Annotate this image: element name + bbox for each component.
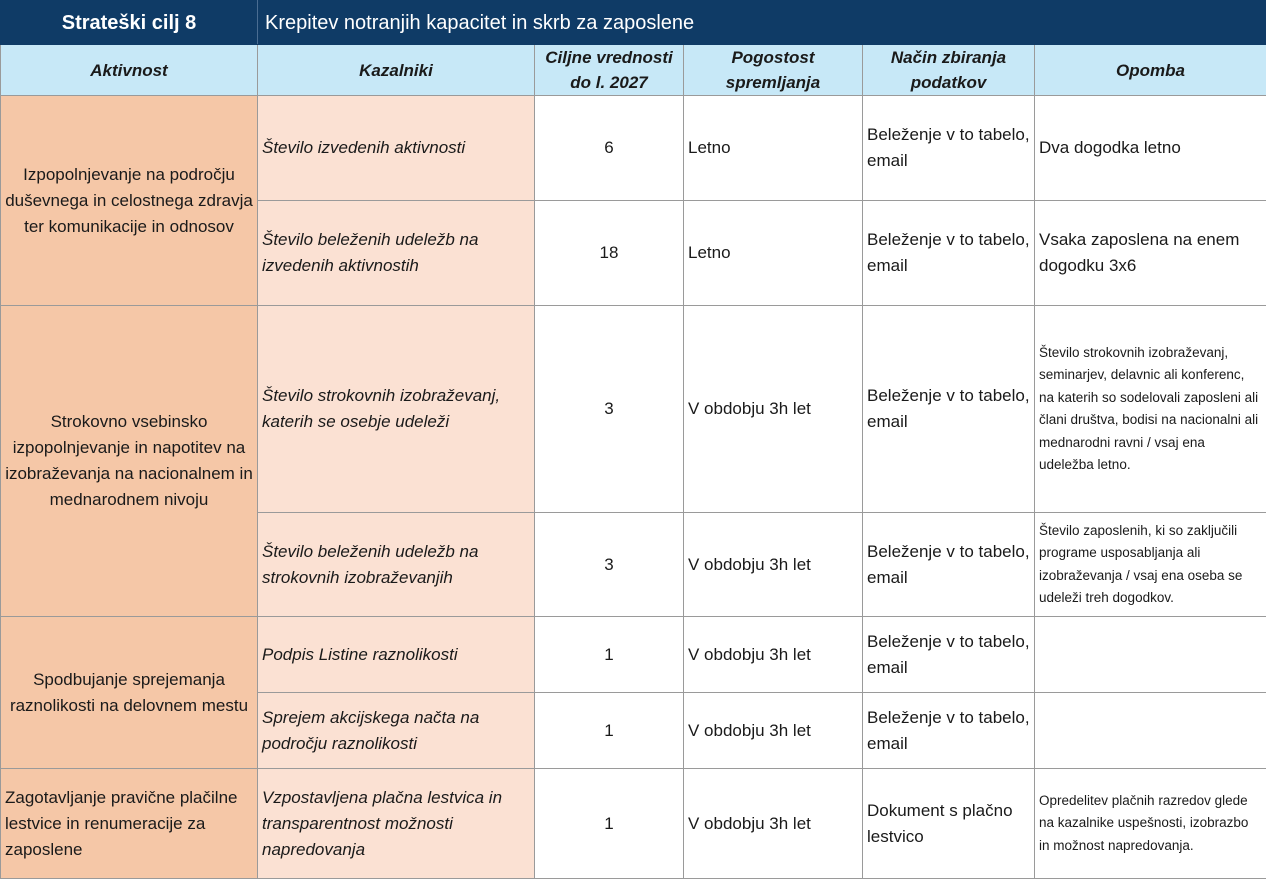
target-cell: 6 <box>535 96 684 201</box>
column-header-method: Način zbiranja podatkov <box>863 45 1035 96</box>
table-row <box>1 617 1266 693</box>
note-cell: Opredelitev plačnih razredov glede na kazalnike uspešnosti, izobrazbo in možnost napredovanja. <box>1035 769 1266 879</box>
note-cell: Število strokovnih izobraževanj, seminarjev, delavnic ali konferenc, na katerih so sodelovali zaposleni ali člani društva, bodisi na nacionalni ali mednarodni ravni / vsaj ena udeležba letno. <box>1035 306 1266 513</box>
goal-title: Krepitev notranjih kapacitet in skrb za zaposlene <box>258 1 1266 45</box>
column-header-target: Ciljne vrednosti do l. 2027 <box>535 45 684 96</box>
method-cell: Beleženje v to tabelo, email <box>863 306 1035 513</box>
frequency-cell: V obdobju 3h let <box>684 306 863 513</box>
target-cell: 1 <box>535 617 684 693</box>
frequency-cell: V obdobju 3h let <box>684 617 863 693</box>
note-cell: Vsaka zaposlena na enem dogodku 3x6 <box>1035 201 1266 306</box>
indicator-cell: Število beleženih udeležb na izvedenih aktivnostih <box>258 201 535 306</box>
activity-cell: Spodbujanje sprejemanja raznolikosti na delovnem mestu <box>1 617 258 769</box>
target-cell: 1 <box>535 693 684 769</box>
activity-cell: Izpopolnjevanje na področju duševnega in celostnega zdravja ter komunikacije in odnosov <box>1 96 258 306</box>
frequency-cell: Letno <box>684 201 863 306</box>
frequency-cell: V obdobju 3h let <box>684 513 863 617</box>
note-cell: Dva dogodka letno <box>1035 96 1266 201</box>
target-cell: 3 <box>535 513 684 617</box>
note-cell <box>1035 693 1266 769</box>
column-header-activity: Aktivnost <box>1 45 258 96</box>
target-cell: 3 <box>535 306 684 513</box>
column-header-frequency: Pogostost spremljanja <box>684 45 863 96</box>
table-row <box>1 306 1266 513</box>
frequency-cell: V obdobju 3h let <box>684 769 863 879</box>
method-cell: Beleženje v to tabelo, email <box>863 513 1035 617</box>
note-cell <box>1035 617 1266 693</box>
table-row <box>1 769 1266 879</box>
column-header-indicators: Kazalniki <box>258 45 535 96</box>
method-cell: Dokument s plačno lestvico <box>863 769 1035 879</box>
frequency-cell: V obdobju 3h let <box>684 693 863 769</box>
column-header-row <box>1 45 1266 96</box>
target-cell: 1 <box>535 769 684 879</box>
note-cell: Število zaposlenih, ki so zaključili programe usposabljanja ali izobraževanja / vsaj ena oseba se udeleži treh dogodkov. <box>1035 513 1266 617</box>
method-cell: Beleženje v to tabelo, email <box>863 693 1035 769</box>
goal-label: Strateški cilj 8 <box>1 1 258 45</box>
activity-cell: Strokovno vsebinsko izpopolnjevanje in napotitev na izobraževanja na nacionalnem in mednarodnem nivoju <box>1 306 258 617</box>
table-row <box>1 96 1266 201</box>
activity-cell: Zagotavljanje pravične plačilne lestvice in renumeracije za zaposlene <box>1 769 258 879</box>
indicator-cell: Vzpostavljena plačna lestvica in transparentnost možnosti napredovanja <box>258 769 535 879</box>
column-header-note: Opomba <box>1035 45 1266 96</box>
title-row <box>1 1 1266 45</box>
method-cell: Beleženje v to tabelo, email <box>863 201 1035 306</box>
indicator-cell: Sprejem akcijskega načta na področju raznolikosti <box>258 693 535 769</box>
target-cell: 18 <box>535 201 684 306</box>
method-cell: Beleženje v to tabelo, email <box>863 617 1035 693</box>
indicator-cell: Število izvedenih aktivnosti <box>258 96 535 201</box>
indicator-cell: Število beleženih udeležb na strokovnih izobraževanjih <box>258 513 535 617</box>
frequency-cell: Letno <box>684 96 863 201</box>
indicator-cell: Podpis Listine raznolikosti <box>258 617 535 693</box>
method-cell: Beleženje v to tabelo, email <box>863 96 1035 201</box>
indicator-cell: Število strokovnih izobraževanj, katerih se osebje udeleži <box>258 306 535 513</box>
